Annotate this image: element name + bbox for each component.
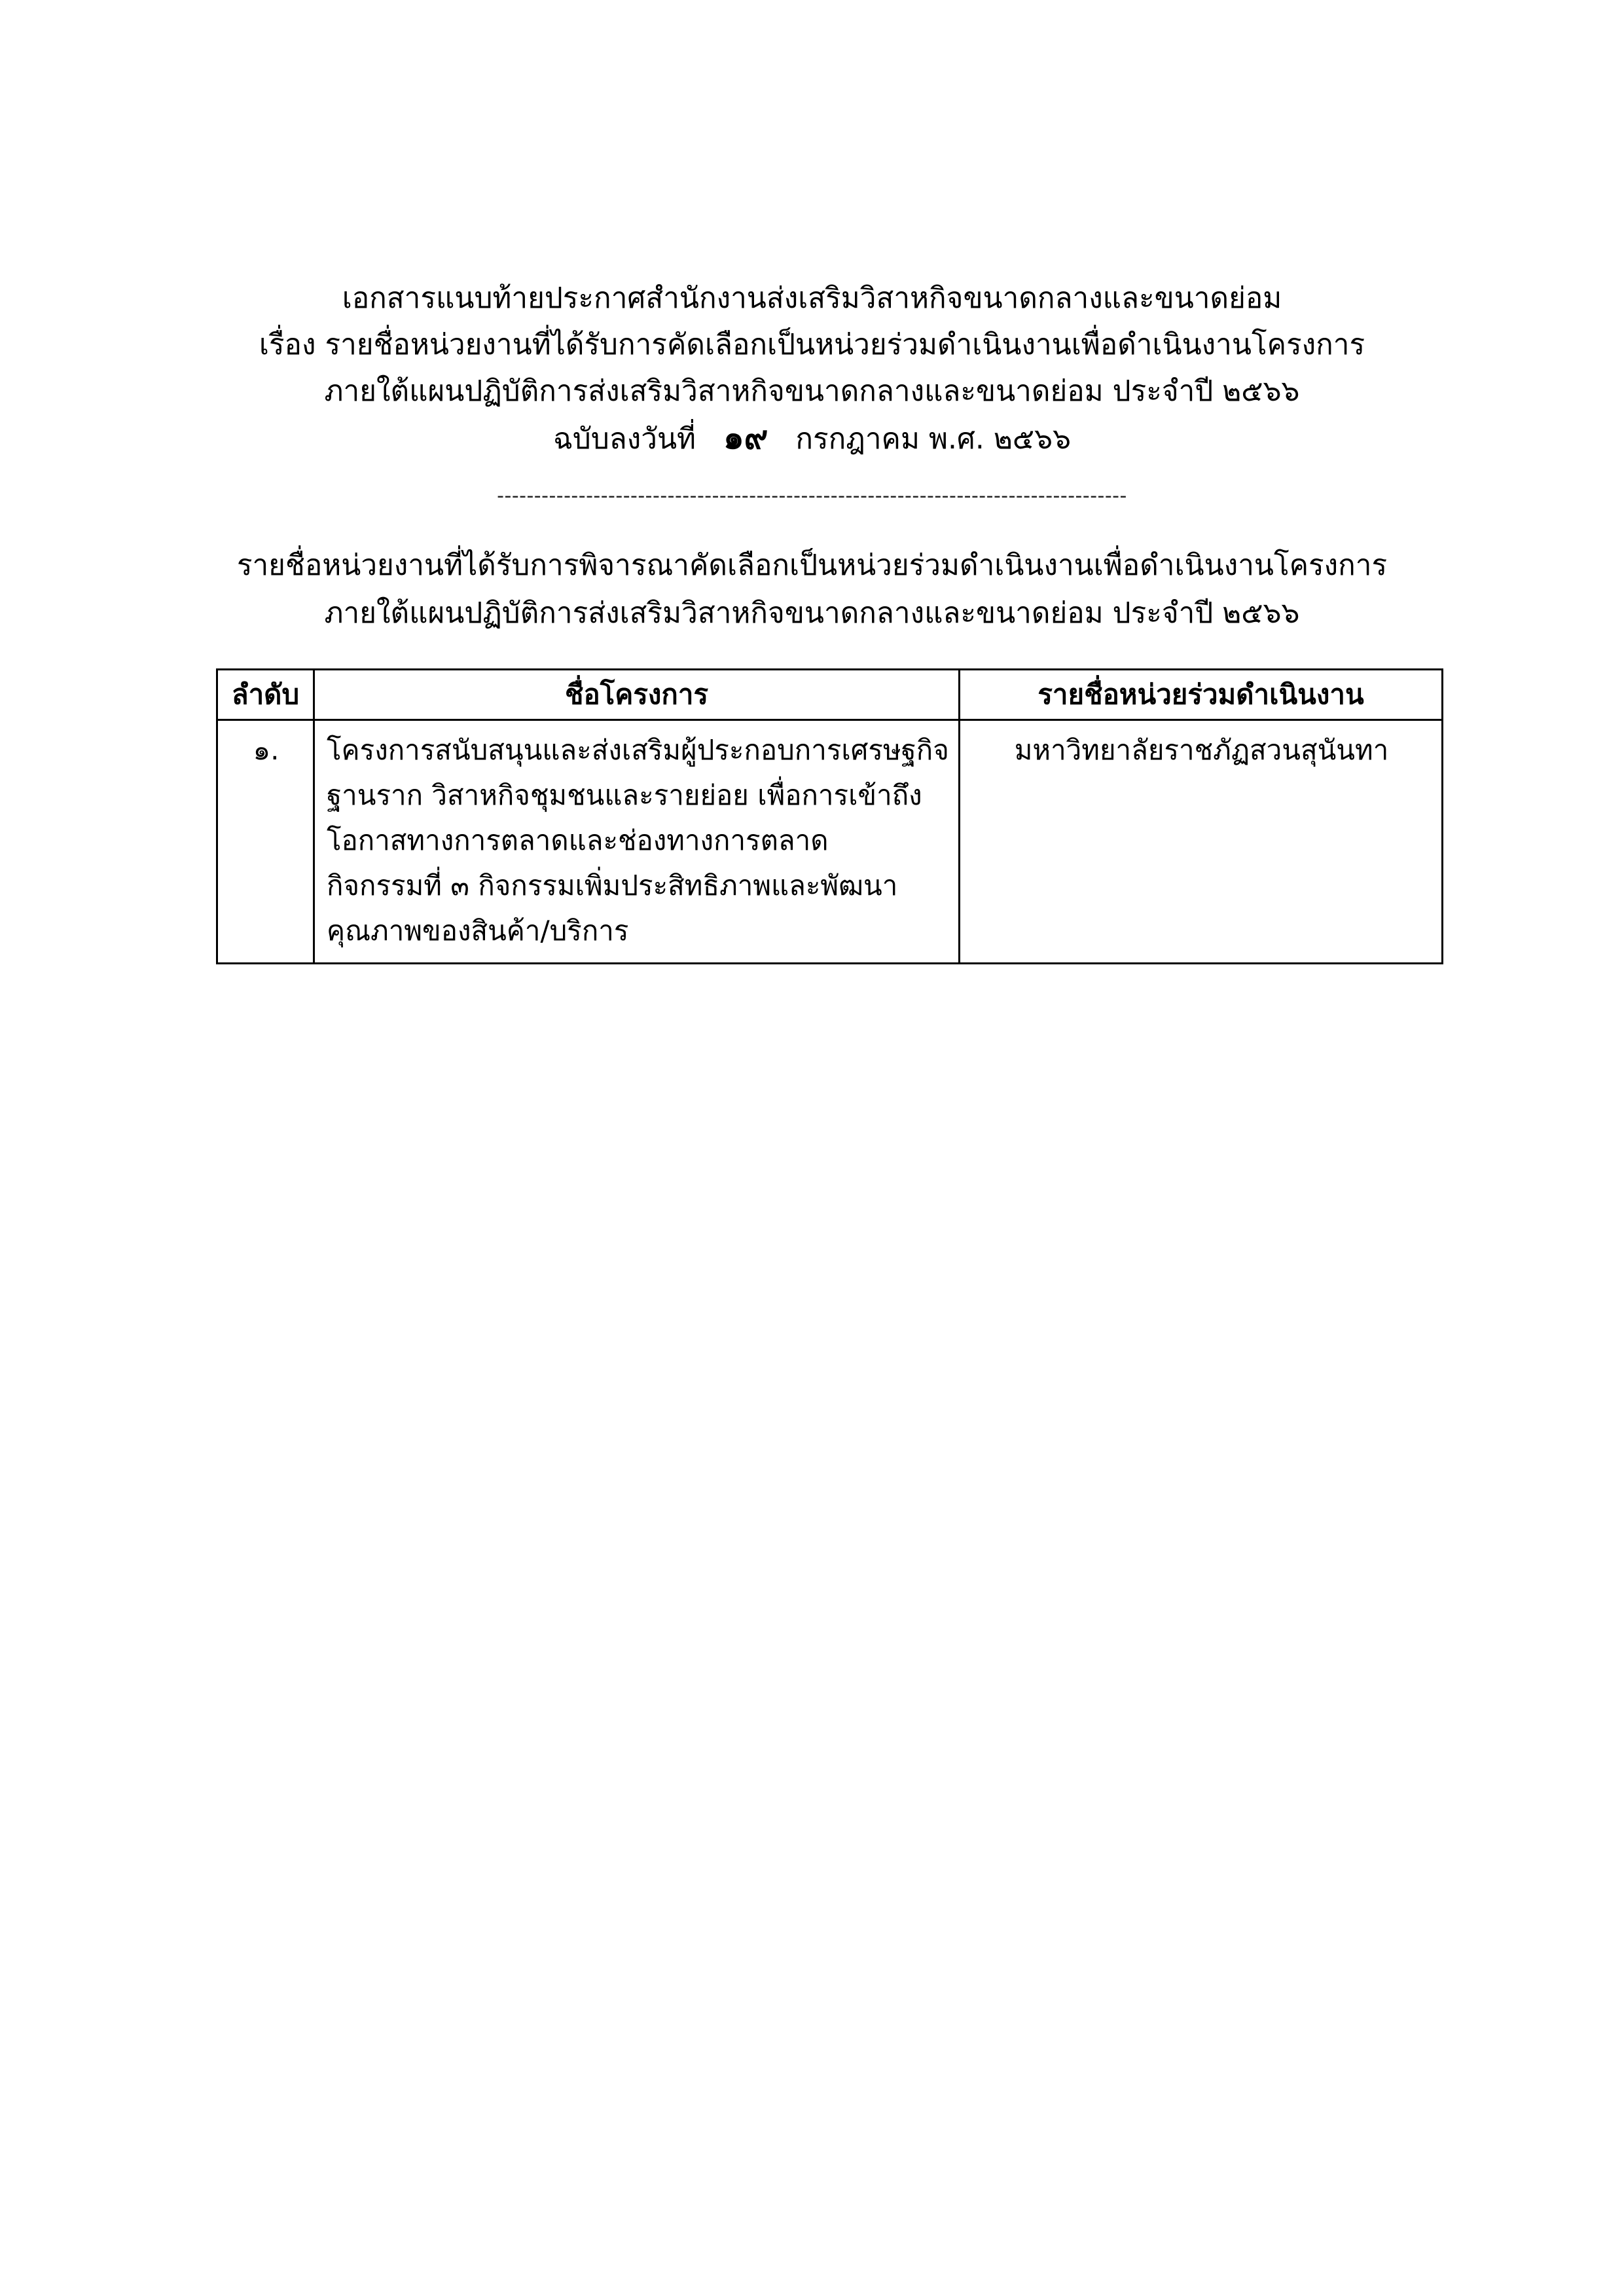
issue-suffix: กรกฎาคม พ.ศ. ๒๕๖๖ [795, 422, 1072, 456]
issue-date-line [0, 414, 1624, 462]
document-header [0, 275, 1624, 462]
dashed-divider: ------------------------------------------------------------------------------------- [497, 484, 1127, 507]
row-partner-unit: มหาวิทยาลัยราชภัฏสวนสุนันทา [960, 720, 1443, 964]
subtitle-line-1: รายชื่อหน่วยงานที่ได้รับการพิจารณาคัดเลือกเป็นหน่วยร่วมดำเนินงานเพื่อดำเนินงานโครงการ [236, 549, 1388, 582]
header-order: ลำดับ [217, 670, 314, 720]
subtitle-line-2: ภายใต้แผนปฏิบัติการส่งเสริมวิสาหกิจขนาดกลางและขนาดย่อม ประจำปี ๒๕๖๖ [324, 596, 1300, 630]
project-name-line: โครงการสนับสนุนและส่งเสริมผู้ประกอบการเศรษฐกิจ [327, 734, 949, 766]
header-project-name: ชื่อโครงการ [314, 670, 960, 720]
issue-day: ๑๙ [723, 418, 768, 456]
row-order: ๑. [217, 720, 314, 964]
header-line-1: เอกสารแนบท้ายประกาศสำนักงานส่งเสริมวิสาหกิจขนาดกลางและขนาดย่อม [342, 282, 1282, 315]
list-subtitle [0, 541, 1624, 637]
issue-prefix: ฉบับลงวันที่ [552, 422, 696, 456]
header-partner-unit: รายชื่อหน่วยร่วมดำเนินงาน [960, 670, 1443, 720]
project-name-line: กิจกรรมที่ ๓ กิจกรรมเพิ่มประสิทธิภาพและพัฒนา [327, 869, 898, 902]
project-name-line: ฐานราก วิสาหกิจชุมชนและรายย่อย เพื่อการเข้าถึง [327, 779, 922, 811]
project-name-line: โอกาสทางการตลาดและช่องทางการตลาด [327, 824, 829, 856]
header-line-3: ภายใต้แผนปฏิบัติการส่งเสริมวิสาหกิจขนาดกลางและขนาดย่อม ประจำปี ๒๕๖๖ [324, 374, 1300, 408]
project-table [216, 668, 1443, 964]
header-line-2: เรื่อง รายชื่อหน่วยงานที่ได้รับการคัดเลือกเป็นหน่วยร่วมดำเนินงานเพื่อดำเนินงานโครงการ [259, 328, 1365, 361]
project-name-line: คุณภาพของสินค้า/บริการ [327, 915, 629, 947]
table-row [217, 720, 1443, 964]
row-project-name [314, 720, 960, 964]
table-header-row [217, 670, 1443, 720]
